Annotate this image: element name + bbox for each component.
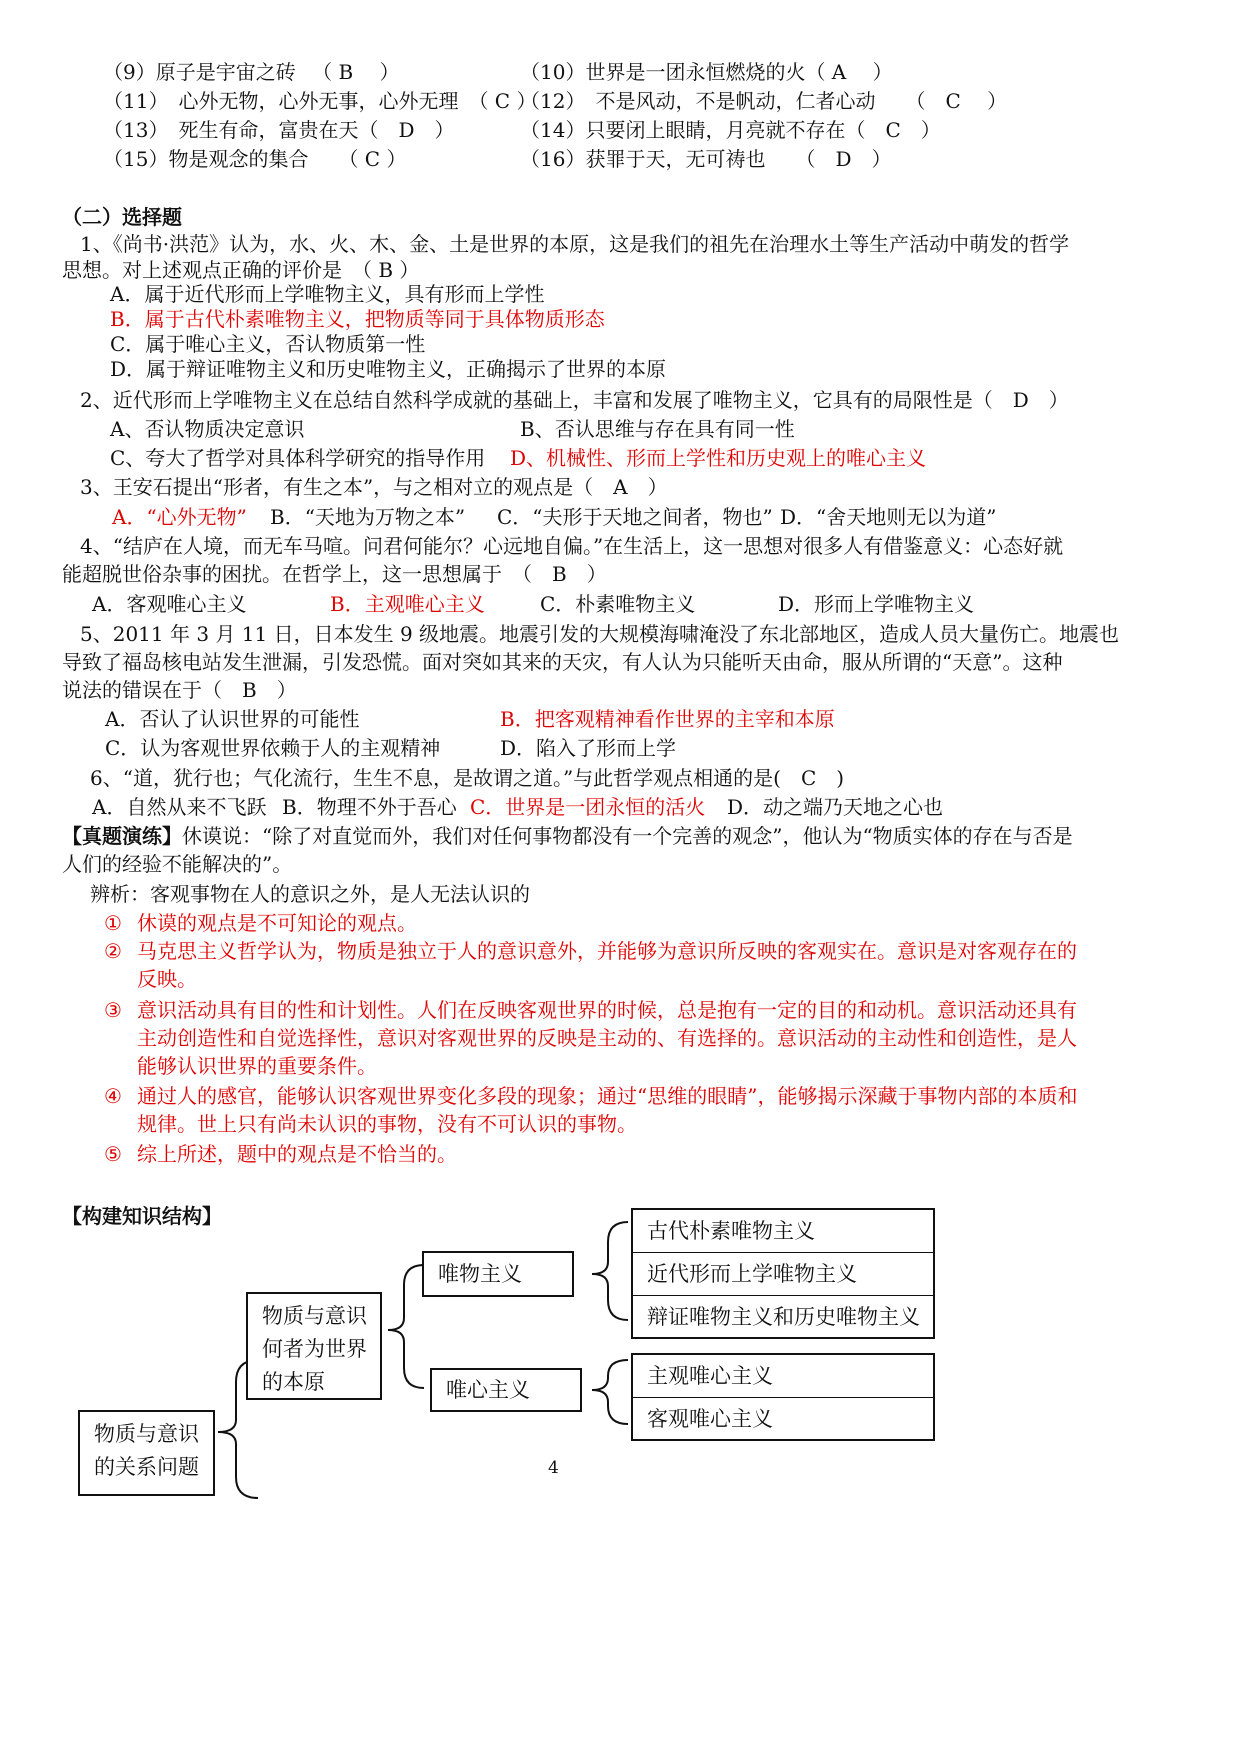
- materialism-types-table: [631, 1208, 935, 1339]
- q3-option-b: B．“天地为万物之本”: [270, 505, 466, 529]
- item-12: （12） 不是风动，不是帆动，仁者心动 （ C ）: [520, 89, 1008, 113]
- point-3-line3: 能够认识世界的重要条件。: [137, 1054, 377, 1078]
- point-5-mark: ⑤: [104, 1142, 122, 1166]
- materialism-label: 唯物主义: [438, 1262, 522, 1286]
- point-1-mark: ①: [104, 911, 122, 935]
- point-4-mark: ④: [104, 1084, 122, 1108]
- item-9: （9）原子是宇宙之砖 （ B ）: [103, 60, 400, 84]
- section-title-choice: （二）选择题: [62, 205, 182, 229]
- origin-question-node: [246, 1292, 382, 1400]
- q6-stem: 6、“道，犹行也；气化流行，生生不息，是故谓之道。”与此哲学观点相通的是( C ): [90, 766, 845, 790]
- point-4-line1: 通过人的感官，能够认识客观世界变化多段的现象；通过“思维的眼睛”，能够揭示深藏于事物内部的本质和: [137, 1084, 1078, 1108]
- origin-node-line1: 物质与意识: [262, 1304, 367, 1328]
- item-10: （10）世界是一团永恒燃烧的火（ A ）: [520, 60, 893, 84]
- q1-option-d: D．属于辩证唯物主义和历史唯物主义，正确揭示了世界的本原: [110, 357, 667, 381]
- point-4-line2: 规律。世上只有尚未认识的事物，没有不可认识的事物。: [137, 1112, 637, 1136]
- root-node-line2: 的关系问题: [94, 1455, 199, 1479]
- origin-node-line3: 的本原: [262, 1370, 325, 1394]
- point-3-mark: ③: [104, 998, 122, 1022]
- materialism-type-dialectical: 辩证唯物主义和历史唯物主义: [647, 1305, 920, 1329]
- item-16: （16）获罪于天，无可祷也 （ D ）: [520, 147, 892, 171]
- q4-option-c: C．朴素唯物主义: [540, 592, 696, 616]
- idealism-label: 唯心主义: [446, 1378, 530, 1402]
- q4-stem-line1: 4、“结庐在人境，而无车马喧。问君何能尔？心远地自偏。”在生活上，这一思想对很多人有借鉴意义：心态好就: [80, 534, 1064, 558]
- point-1-line1: 休谟的观点是不可知论的观点。: [137, 911, 417, 935]
- point-2-line1: 马克思主义哲学认为，物质是独立于人的意识意外，并能够为意识所反映的客观实在。意识是对客观存在的: [137, 939, 1077, 963]
- idealism-type-subjective: 主观唯心主义: [633, 1355, 933, 1398]
- q5-option-c: C．认为客观世界依赖于人的主观精神: [105, 736, 441, 760]
- q2-option-b: B、否认思维与存在具有同一性: [520, 417, 795, 441]
- q2-option-a: A、否认物质决定意识: [110, 417, 305, 441]
- q1-option-c: C．属于唯心主义，否认物质第一性: [110, 332, 426, 356]
- q1-stem-line1: 1、《尚书·洪范》认为，水、火、木、金、土是世界的本原，这是我们的祖先在治理水土等生产活动中萌发的哲学: [80, 232, 1070, 256]
- structure-title: 【构建知识结构】: [62, 1204, 222, 1228]
- q4-stem-line2: 能超脱世俗杂事的困扰。在哲学上，这一思想属于 （ B ）: [62, 562, 607, 586]
- q3-option-a: A．“心外无物”: [112, 505, 247, 529]
- point-3-line2: 主动创造性和自觉选择性，意识对客观世界的反映是主动的、有选择的。意识活动的主动性和创造性，是人: [137, 1026, 1077, 1050]
- item-13: （13） 死生有命，富贵在天（ D ）: [103, 118, 455, 142]
- q6-option-c: C．世界是一团永恒的活火: [470, 795, 706, 819]
- q3-option-c: C．“夫形于天地之间者，物也”: [497, 505, 773, 529]
- q1-stem-line2: 思想。对上述观点正确的评价是 （ B ）: [62, 258, 420, 282]
- q6-option-b: B．物理不外于吾心: [282, 795, 457, 819]
- point-5-line1: 综上所述，题中的观点是不恰当的。: [137, 1142, 457, 1166]
- point-2-line2: 反映。: [137, 967, 197, 991]
- zhenti-line2: 人们的经验不能解决的”。: [62, 852, 293, 876]
- q1-option-a: A．属于近代形而上学唯物主义，具有形而上学性: [110, 282, 545, 306]
- point-2-mark: ②: [104, 939, 122, 963]
- q2-option-d: D、机械性、形而上学性和历史观上的唯心主义: [510, 446, 927, 470]
- materialism-type-modern: 近代形而上学唯物主义: [633, 1253, 933, 1296]
- item-15: （15）物是观念的集合 （ C ）: [103, 147, 407, 171]
- q1-option-b: B．属于古代朴素唯物主义，把物质等同于具体物质形态: [110, 307, 605, 331]
- q3-stem: 3、王安石提出“形者，有生之本”，与之相对立的观点是（ A ）: [80, 475, 668, 499]
- zhenti-analysis: 辨析：客观事物在人的意识之外，是人无法认识的: [90, 882, 530, 906]
- root-node: [78, 1410, 215, 1496]
- materialism-type-ancient: 古代朴素唯物主义: [633, 1210, 933, 1253]
- q2-option-c: C、夸大了哲学对具体科学研究的指导作用: [110, 446, 486, 470]
- q4-option-d: D．形而上学唯物主义: [778, 592, 975, 616]
- page-number: 4: [548, 1458, 559, 1478]
- q5-option-a: A．否认了认识世界的可能性: [105, 707, 360, 731]
- q5-stem-line2: 导致了福岛核电站发生泄漏，引发恐慌。面对突如其来的天灾，有人认为只能听天由命，服从所谓的“天意”。这种: [62, 650, 1063, 674]
- q6-option-d: D．动之端乃天地之心也: [727, 795, 944, 819]
- q4-option-a: A．客观唯心主义: [92, 592, 247, 616]
- q5-stem-line3: 说法的错误在于（ B ）: [62, 678, 297, 702]
- q6-option-a: A．自然从来不飞跃: [92, 795, 267, 819]
- q5-stem-line1: 5、2011 年 3 月 11 日，日本发生 9 级地震。地震引发的大规模海啸淹没了东北部地区，造成人员大量伤亡。地震也: [80, 622, 1120, 646]
- idealism-types-table: [631, 1353, 935, 1441]
- zhenti-label: 【真题演练】: [62, 824, 182, 848]
- q4-option-b: B．主观唯心主义: [330, 592, 485, 616]
- item-11: （11） 心外无物，心外无事，心外无理 （ C ）: [103, 89, 537, 113]
- item-14: （14）只要闭上眼睛，月亮就不存在（ C ）: [520, 118, 941, 142]
- q5-option-d: D．陷入了形而上学: [500, 736, 677, 760]
- q2-stem: 2、近代形而上学唯物主义在总结自然科学成就的基础上，丰富和发展了唯物主义，它具有的局限性是（ D ）: [80, 388, 1069, 412]
- idealism-type-objective: 客观唯心主义: [647, 1407, 773, 1431]
- origin-node-line2: 何者为世界: [262, 1337, 367, 1361]
- root-node-line1: 物质与意识: [94, 1422, 199, 1446]
- q3-option-d: D．“舍天地则无以为道”: [780, 505, 997, 529]
- zhenti-text: 休谟说：“除了对直觉而外，我们对任何事物都没有一个完善的观念”，他认为“物质实体的存在与否是: [182, 824, 1073, 848]
- point-3-line1: 意识活动具有目的性和计划性。人们在反映客观世界的时候，总是抱有一定的目的和动机。意识活动还具有: [137, 998, 1077, 1022]
- materialism-node: [422, 1251, 574, 1297]
- q5-option-b: B．把客观精神看作世界的主宰和本原: [500, 707, 835, 731]
- idealism-node: [430, 1368, 582, 1412]
